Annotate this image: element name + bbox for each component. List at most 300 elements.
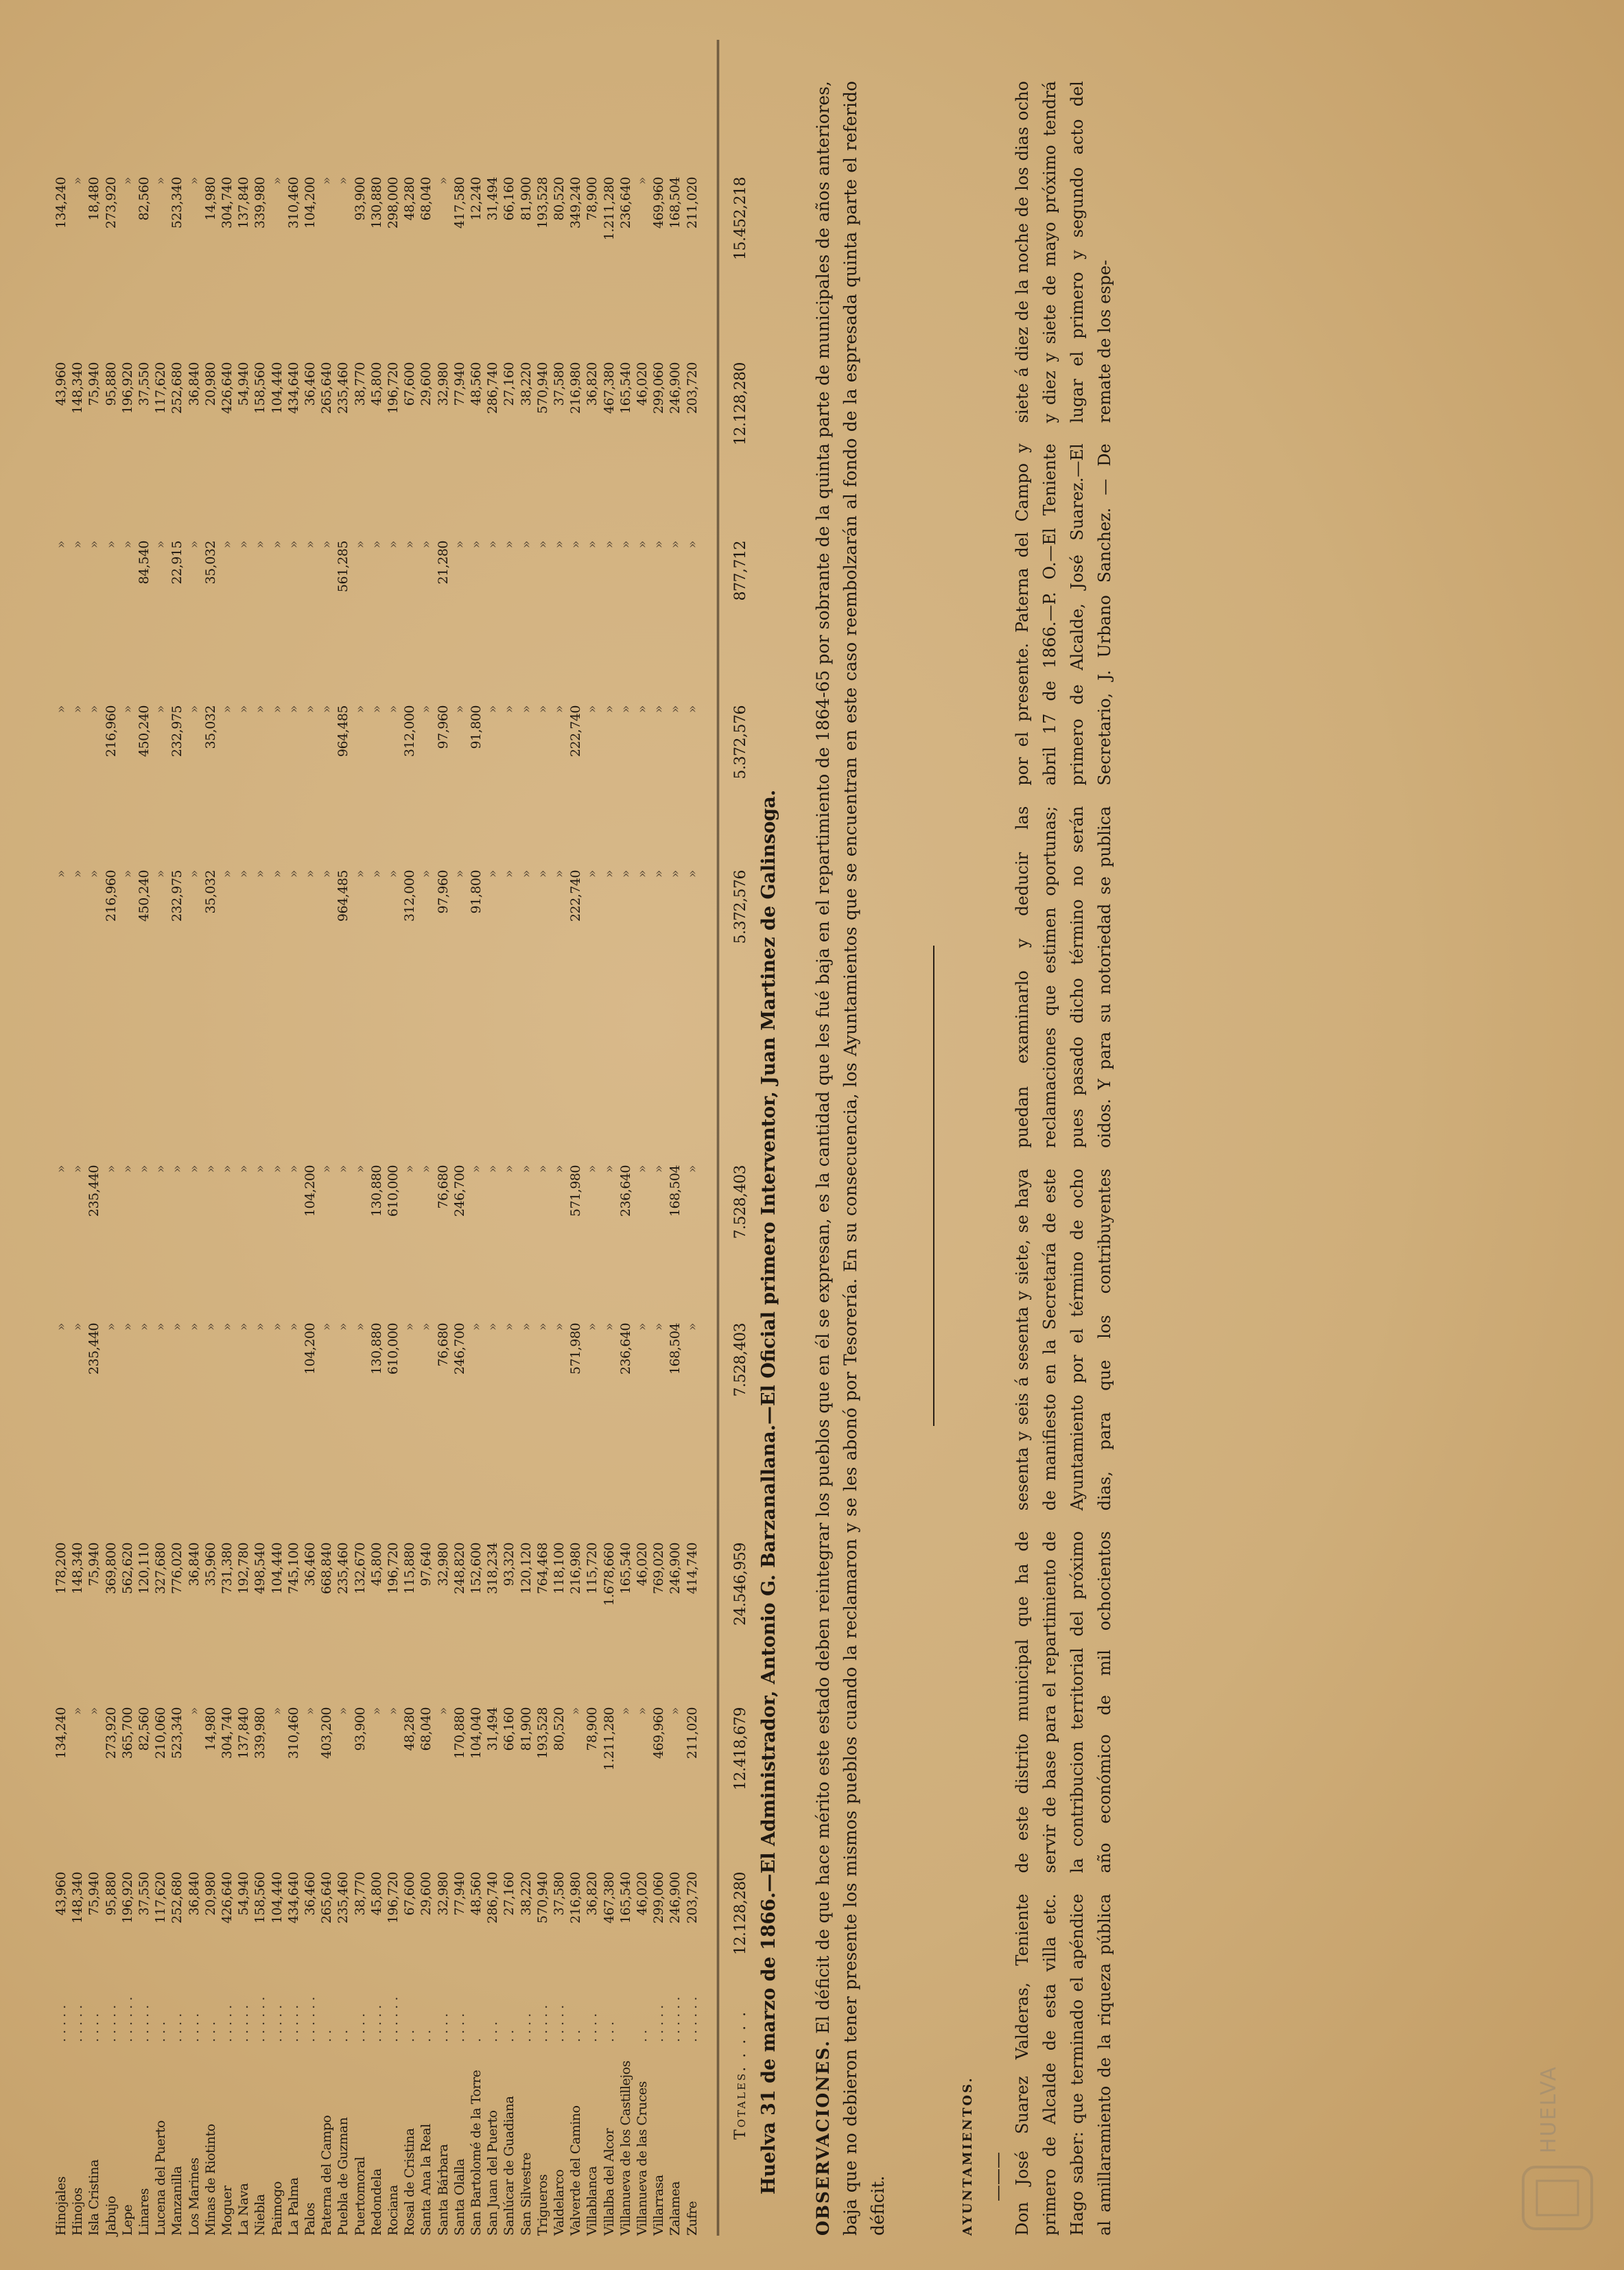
cell-value: »: [54, 870, 69, 878]
cell-value: »: [601, 541, 617, 549]
cell-value: »: [552, 1165, 567, 1173]
cell-value: 130,880: [368, 1323, 384, 1375]
cell-value: »: [568, 1707, 584, 1716]
cell-value: »: [220, 1323, 235, 1331]
cell-value: 196,920: [119, 362, 135, 414]
cell-value: 120,110: [137, 1543, 152, 1595]
cell-value: »: [684, 705, 700, 714]
town-name: Redondela: [368, 2168, 384, 2236]
rotated-content: [21, 21, 1599, 2249]
cell-value: 764,468: [534, 1543, 550, 1595]
leader-dots: . . . . . .: [668, 1996, 683, 2042]
cell-value: 104,200: [303, 1323, 318, 1375]
cell-value: 66,160: [502, 177, 517, 221]
cell-value: »: [402, 541, 418, 549]
cell-value: »: [585, 1323, 600, 1331]
leader-dots: . . . . .: [269, 2004, 285, 2042]
cell-value: »: [435, 1707, 451, 1716]
table-row: [586, 40, 599, 2236]
cell-value: 66,160: [502, 1707, 517, 1751]
leader-dots: . . .: [485, 2021, 501, 2042]
cell-value: »: [252, 870, 268, 878]
cell-value: 117,620: [153, 362, 169, 414]
cell-value: »: [568, 541, 584, 549]
cell-value: 32,980: [435, 1872, 451, 1916]
cell-value: 236,640: [617, 177, 633, 229]
observations-text: El déficit de que hace mérito este estado deben reintegrar los pueblos que en él se expresan, es la cantidad que les fué baja en el repartimiento de 1864-65 por sobrante de la quinta parte de municipales de años anteriores, baja que no debieron tener presente los mismos pueblos cuando la reclamaron y se les abonó por Tesorería. En su consecuencia, los Ayuntamientos que se encuentran en este caso reembolzarán al fondo de la espresada quinta parte el referido déficit.: [813, 81, 888, 2236]
total-value: 7.528,403: [732, 1165, 749, 1239]
cell-value: 304,740: [220, 177, 235, 229]
leader-dots: . . . . . .: [684, 1996, 700, 2042]
cell-value: 498,540: [252, 1543, 268, 1595]
cell-value: 148,340: [70, 1543, 86, 1595]
cell-value: 68,040: [419, 177, 434, 221]
cell-value: 211,020: [684, 1707, 700, 1759]
town-name: San Juan del Puerto: [485, 2110, 501, 2236]
cell-value: »: [668, 541, 683, 549]
table-row: [237, 40, 250, 2236]
leader-dots: . . . . .: [534, 2004, 550, 2042]
cell-value: 216,960: [103, 870, 119, 922]
town-name: Rociana: [386, 2185, 401, 2236]
town-name: Los Marines: [186, 2157, 202, 2236]
cell-value: 115,880: [402, 1543, 418, 1595]
cell-value: 165,540: [617, 1543, 633, 1595]
table-row: [534, 40, 550, 2236]
cell-value: »: [153, 541, 169, 549]
cell-value: »: [70, 177, 86, 185]
leader-dots: . . . . .: [552, 2004, 567, 2042]
cell-value: »: [635, 870, 650, 878]
cell-value: »: [435, 177, 451, 185]
table-row: [553, 40, 566, 2236]
cell-value: 1.211,280: [601, 1707, 617, 1771]
table-row: [221, 40, 234, 2236]
cell-value: »: [269, 177, 285, 185]
cell-value: 610,000: [386, 1165, 401, 1217]
cell-value: 523,340: [169, 177, 185, 229]
cell-value: 426,640: [220, 362, 235, 414]
cell-value: 211,020: [684, 177, 700, 229]
table-row: [636, 40, 649, 2236]
cell-value: 38,770: [352, 1872, 368, 1916]
cell-value: 570,940: [534, 362, 550, 414]
cell-value: 31,494: [485, 1707, 501, 1751]
table-row: [138, 40, 151, 2236]
cell-value: 222,740: [568, 870, 584, 922]
cell-value: »: [518, 1165, 534, 1173]
cell-value: »: [220, 870, 235, 878]
cell-value: 67,600: [402, 1872, 418, 1916]
cell-value: »: [86, 870, 102, 878]
leader-dots: . . . .: [86, 2013, 102, 2042]
cell-value: »: [236, 870, 252, 878]
cell-value: 964,485: [336, 870, 351, 922]
cell-value: »: [552, 541, 567, 549]
cell-value: »: [319, 177, 335, 185]
cell-value: »: [684, 1323, 700, 1331]
cell-value: »: [86, 705, 102, 714]
cell-value: »: [186, 870, 202, 878]
cell-value: 91,800: [469, 705, 484, 749]
cell-value: »: [303, 870, 318, 878]
cell-value: 467,380: [601, 362, 617, 414]
ayuntamientos-heading: AYUNTAMIENTOS.: [961, 2076, 975, 2236]
cell-value: 118,100: [552, 1543, 567, 1595]
cell-value: »: [386, 541, 401, 549]
cell-value: 246,900: [668, 1872, 683, 1924]
cell-value: »: [419, 705, 434, 714]
leader-dots: . .: [568, 2029, 584, 2042]
leader-dots: . . . . .: [368, 2004, 384, 2042]
cell-value: »: [368, 541, 384, 549]
cell-value: 210,060: [153, 1707, 169, 1759]
cell-value: »: [368, 705, 384, 714]
cell-value: 964,485: [336, 705, 351, 758]
cell-value: 46,020: [635, 1872, 650, 1916]
cell-value: 196,720: [386, 1543, 401, 1595]
cell-value: »: [485, 870, 501, 878]
cell-value: »: [70, 1707, 86, 1716]
cell-value: 97,640: [419, 1543, 434, 1587]
cell-value: 76,680: [435, 1323, 451, 1367]
cell-value: 304,740: [220, 1707, 235, 1759]
cell-value: »: [368, 1707, 384, 1716]
cell-value: »: [303, 1707, 318, 1716]
total-value: 12.128,280: [732, 1872, 749, 1955]
cell-value: 43,960: [54, 362, 69, 406]
cell-value: »: [70, 1165, 86, 1173]
town-name: Zalamea: [668, 2181, 683, 2236]
cell-value: 134,240: [54, 177, 69, 229]
leader-dots: . . . .: [451, 2013, 467, 2042]
cell-value: 45,800: [368, 1543, 384, 1587]
cell-value: 246,700: [451, 1165, 467, 1217]
cell-value: 349,240: [568, 177, 584, 229]
leader-dots: . . . . . .: [119, 1996, 135, 2042]
table-row: [437, 40, 450, 2236]
cell-value: »: [220, 1165, 235, 1173]
cell-value: 95,880: [103, 1872, 119, 1916]
leader-dots: . . . . .: [103, 2004, 119, 2042]
cell-value: 469,960: [651, 177, 667, 229]
cell-value: »: [169, 1323, 185, 1331]
cell-value: »: [153, 177, 169, 185]
cell-value: »: [319, 541, 335, 549]
table-row: [254, 40, 267, 2236]
table-row: [55, 40, 68, 2236]
cell-value: »: [269, 1165, 285, 1173]
leader-dots: . . . . .: [54, 2004, 69, 2042]
cell-value: »: [303, 705, 318, 714]
cell-value: 104,440: [269, 362, 285, 414]
cell-value: »: [386, 705, 401, 714]
cell-value: »: [103, 541, 119, 549]
cell-value: 273,920: [103, 1707, 119, 1759]
cell-value: 562,620: [119, 1543, 135, 1595]
cell-value: »: [469, 1165, 484, 1173]
leader-dots: . .: [419, 2029, 434, 2042]
cell-value: »: [402, 1165, 418, 1173]
cell-value: 54,940: [236, 1872, 252, 1916]
table-row: [520, 40, 533, 2236]
leader-dots: . . . . . .: [303, 1996, 318, 2042]
leader-dots: . . . . .: [285, 2004, 301, 2042]
town-name: Santa Olalla: [451, 2158, 467, 2236]
town-name: Villanueva de las Cruces: [635, 2081, 650, 2236]
cell-value: »: [269, 541, 285, 549]
cell-value: »: [352, 1165, 368, 1173]
cell-value: 571,980: [568, 1323, 584, 1375]
cell-value: »: [153, 1323, 169, 1331]
cell-value: 417,580: [451, 177, 467, 229]
cell-value: »: [285, 870, 301, 878]
cell-value: 265,640: [319, 1872, 335, 1924]
cell-value: 46,020: [635, 1543, 650, 1587]
cell-value: 81,900: [518, 177, 534, 221]
cell-value: »: [684, 541, 700, 549]
cell-value: 168,504: [668, 1165, 683, 1217]
cell-value: »: [319, 705, 335, 714]
cell-value: 235,460: [336, 1543, 351, 1595]
cell-value: 104,440: [269, 1872, 285, 1924]
cell-value: 1.678,660: [601, 1543, 617, 1606]
cell-value: 216,980: [568, 362, 584, 414]
town-name: Rosal de Cristina: [402, 2128, 418, 2236]
cell-value: 286,740: [485, 362, 501, 414]
town-name: Isla Cristina: [86, 2160, 102, 2236]
cell-value: 148,340: [70, 362, 86, 414]
cell-value: »: [252, 541, 268, 549]
leader-dots: . .: [502, 2029, 517, 2042]
cell-value: »: [485, 541, 501, 549]
cell-value: 93,320: [502, 1543, 517, 1587]
cell-value: 32,980: [435, 1543, 451, 1587]
total-value: 12.128,280: [732, 362, 749, 445]
cell-value: »: [119, 177, 135, 185]
total-value: 877,712: [732, 541, 749, 601]
cell-value: »: [601, 705, 617, 714]
cell-value: »: [269, 870, 285, 878]
cell-value: »: [186, 1165, 202, 1173]
cell-value: 339,980: [252, 1707, 268, 1759]
cell-value: 54,940: [236, 362, 252, 406]
town-name: Trigueros: [534, 2174, 550, 2236]
cell-value: »: [202, 1165, 218, 1173]
cell-value: 216,980: [568, 1543, 584, 1595]
cell-value: 467,380: [601, 1872, 617, 1924]
cell-value: »: [269, 705, 285, 714]
table-row: [403, 40, 416, 2236]
cell-value: 97,960: [435, 870, 451, 914]
table-row: [503, 40, 516, 2236]
cell-value: »: [319, 1323, 335, 1331]
cell-value: »: [502, 870, 517, 878]
cell-value: 36,820: [585, 362, 600, 406]
cell-value: 561,285: [336, 541, 351, 593]
cell-value: »: [651, 541, 667, 549]
cell-value: 37,550: [137, 1872, 152, 1916]
town-name: Villablanca: [585, 2166, 600, 2236]
cell-value: 48,560: [469, 362, 484, 406]
town-name: San Bartolomé de la Torre: [469, 2070, 484, 2236]
cell-value: 32,980: [435, 362, 451, 406]
cell-value: 78,900: [585, 177, 600, 221]
cell-value: 731,380: [220, 1543, 235, 1595]
cell-value: 48,280: [402, 1707, 418, 1751]
cell-value: 36,460: [303, 1543, 318, 1587]
cell-value: »: [617, 870, 633, 878]
cell-value: »: [186, 1707, 202, 1716]
cell-value: »: [451, 705, 467, 714]
cell-value: 45,800: [368, 362, 384, 406]
table-row: [370, 40, 384, 2236]
cell-value: 43,960: [54, 1872, 69, 1916]
cell-value: »: [534, 541, 550, 549]
cell-value: 80,520: [552, 177, 567, 221]
cell-value: »: [668, 1707, 683, 1716]
cell-value: 81,900: [518, 1707, 534, 1751]
cell-value: 273,920: [103, 177, 119, 229]
town-name: Jabujo: [103, 2196, 119, 2236]
cell-value: »: [303, 541, 318, 549]
cell-value: »: [534, 1323, 550, 1331]
cell-value: 36,460: [303, 1872, 318, 1916]
cell-value: »: [186, 177, 202, 185]
cell-value: »: [352, 541, 368, 549]
cell-value: »: [402, 1323, 418, 1331]
cell-value: »: [635, 1707, 650, 1716]
cell-value: »: [585, 541, 600, 549]
cell-value: 93,900: [352, 177, 368, 221]
cell-value: »: [485, 705, 501, 714]
cell-value: »: [518, 705, 534, 714]
cell-value: »: [352, 1323, 368, 1331]
cell-value: »: [236, 1323, 252, 1331]
totals-rule: [717, 40, 719, 2236]
town-name: Paterna del Campo: [319, 2115, 335, 2236]
cell-value: »: [552, 1323, 567, 1331]
cell-value: 745,100: [285, 1543, 301, 1595]
cell-value: 84,540: [137, 541, 152, 585]
leader-dots: . . . . .: [651, 2004, 667, 2042]
cell-value: 134,240: [54, 1707, 69, 1759]
cell-value: »: [119, 1165, 135, 1173]
cell-value: »: [352, 705, 368, 714]
cell-value: »: [368, 870, 384, 878]
cell-value: »: [70, 705, 86, 714]
cell-value: 469,960: [651, 1707, 667, 1759]
table-row: [669, 40, 682, 2236]
town-name: Zufre: [684, 2201, 700, 2236]
cell-value: »: [534, 1165, 550, 1173]
cell-value: 158,560: [252, 1872, 268, 1924]
town-name: Linares: [137, 2188, 152, 2236]
cell-value: »: [186, 705, 202, 714]
table-row: [387, 40, 400, 2236]
town-name: Valdelarco: [552, 2169, 567, 2236]
town-name: Puebla de Guzman: [336, 2117, 351, 2236]
table-row: [320, 40, 333, 2236]
cell-value: 137,840: [236, 1707, 252, 1759]
cell-value: 310,460: [285, 177, 301, 229]
cell-value: 252,680: [169, 1872, 185, 1924]
cell-value: 38,220: [518, 1872, 534, 1916]
cell-value: »: [585, 870, 600, 878]
town-name: Palos: [303, 2202, 318, 2236]
cell-value: »: [236, 541, 252, 549]
cell-value: 38,220: [518, 362, 534, 406]
cell-value: »: [86, 1707, 102, 1716]
cell-value: »: [617, 705, 633, 714]
leader-dots: . . . .: [585, 2013, 600, 2042]
town-name: Villarrasa: [651, 2175, 667, 2236]
cell-value: »: [552, 870, 567, 878]
cell-value: »: [70, 1323, 86, 1331]
cell-value: »: [518, 1323, 534, 1331]
table-row: [569, 40, 582, 2236]
cell-value: 246,900: [668, 362, 683, 414]
cell-value: 310,460: [285, 1707, 301, 1759]
table-row: [71, 40, 84, 2236]
town-name: Paimogo: [269, 2181, 285, 2236]
cell-value: »: [585, 1165, 600, 1173]
town-name: Niebla: [252, 2194, 268, 2236]
cell-value: »: [252, 705, 268, 714]
cell-value: »: [169, 1165, 185, 1173]
cell-value: 76,680: [435, 1165, 451, 1209]
town-name: Lucena del Puerto: [153, 2120, 169, 2236]
cell-value: »: [617, 541, 633, 549]
cell-value: 91,800: [469, 870, 484, 914]
cell-value: 75,940: [86, 1872, 102, 1916]
cell-value: »: [54, 1165, 69, 1173]
cell-value: 37,550: [137, 362, 152, 406]
cell-value: »: [684, 1165, 700, 1173]
cell-value: 236,640: [617, 1165, 633, 1217]
leader-dots: . . . . . .: [386, 1996, 401, 2042]
cell-value: »: [552, 705, 567, 714]
cell-value: 132,670: [352, 1543, 368, 1595]
cell-value: 668,840: [319, 1543, 335, 1595]
cell-value: 104,200: [303, 1165, 318, 1217]
cell-value: 75,940: [86, 1543, 102, 1587]
cell-value: »: [137, 1165, 152, 1173]
cell-value: »: [651, 1323, 667, 1331]
cell-value: 45,800: [368, 1872, 384, 1916]
cell-value: »: [635, 1323, 650, 1331]
cell-value: »: [534, 870, 550, 878]
cell-value: 312,000: [402, 870, 418, 922]
cell-value: 232,975: [169, 870, 185, 922]
cell-value: 232,975: [169, 705, 185, 758]
leader-dots: . .: [635, 2029, 650, 2042]
table-row: [154, 40, 167, 2236]
cell-value: 14,980: [202, 177, 218, 221]
cell-value: »: [469, 1323, 484, 1331]
table-row: [470, 40, 483, 2236]
town-name: Villalba del Alcor: [601, 2128, 617, 2236]
cell-value: »: [54, 705, 69, 714]
cell-value: 610,000: [386, 1323, 401, 1375]
cell-value: »: [386, 1707, 401, 1716]
cell-value: 168,504: [668, 177, 683, 229]
leader-dots: . . . . .: [70, 2004, 86, 2042]
cell-value: »: [285, 541, 301, 549]
cell-value: »: [534, 705, 550, 714]
cell-value: 414,740: [684, 1543, 700, 1595]
cell-value: 80,520: [552, 1707, 567, 1751]
